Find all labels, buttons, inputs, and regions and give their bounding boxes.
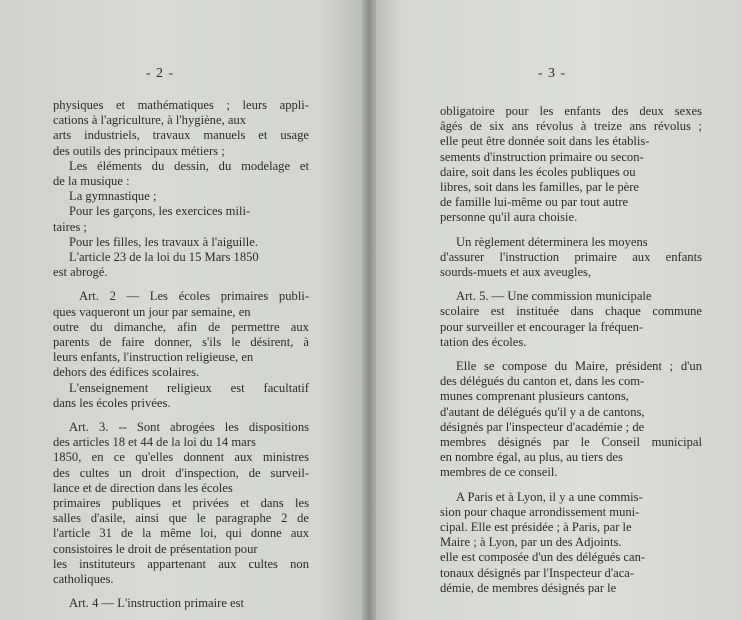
- text-line: La gymnastique ;: [69, 189, 157, 204]
- text-line: des articles 18 et 44 de la loi du 14 mars: [53, 435, 256, 450]
- text-line: parents de faire donner, s'ils le désirent, à: [53, 335, 309, 350]
- text-line: primaires publiques et privées et dans les: [53, 496, 309, 511]
- text-line: catholiques.: [53, 572, 114, 587]
- text-line: d'autant de délégués qu'il y a de cantons,: [440, 404, 645, 419]
- right-page-text: [440, 104, 702, 596]
- text-line: leurs enfants, l'instruction religieuse, en: [53, 350, 254, 365]
- text-line: sourds-muets et aux aveugles,: [440, 265, 592, 280]
- text-line: munes comprenant plusieurs cantons,: [440, 389, 629, 404]
- text-line: Pour les filles, les travaux à l'aiguille.: [69, 234, 259, 249]
- right-page: [372, 0, 742, 620]
- text-line: elle est composée d'un des délégués can-: [440, 550, 646, 565]
- paragraph-gap: [440, 226, 702, 235]
- text-line: Art. 3. -- Sont abrogées les dispositions: [69, 420, 309, 435]
- text-line: dans les écoles privées.: [53, 395, 171, 410]
- text-line: taires ;: [53, 219, 87, 234]
- text-line: Elle se compose du Maire, président ; d'un: [456, 359, 702, 374]
- text-line: des délégués du canton et, dans les com-: [440, 374, 645, 389]
- text-line: des outils des principaux métiers ;: [53, 143, 225, 158]
- text-line: A Paris et à Lyon, il y a une commis-: [456, 489, 643, 504]
- text-line: cipal. Elle est présidée ; à Paris, par le: [440, 520, 632, 535]
- text-line: dehors des édifices scolaires.: [53, 365, 200, 380]
- left-page: [0, 0, 366, 620]
- text-line: consistoires le droit de présentation pour: [53, 541, 258, 556]
- text-line: scolaire est instituée dans chaque commune: [440, 304, 702, 319]
- text-line: désignés par l'inspecteur d'académie ; de: [440, 419, 645, 434]
- text-line: 1850, en ce qu'elles donnent aux ministres: [53, 450, 309, 465]
- text-line: pour surveiller et encourager la fréquen-: [440, 319, 644, 334]
- text-line: L'article 23 de la loi du 15 Mars 1850: [69, 250, 259, 265]
- text-line: lance et de direction dans les écoles: [53, 480, 233, 495]
- paragraph-gap: [440, 350, 702, 359]
- text-line: en nombre égal, au plus, au tiers des: [440, 450, 623, 465]
- text-line: de famille lui-même ou par tout autre: [440, 195, 629, 210]
- text-line: elle peut être donnée soit dans les établis-: [440, 134, 650, 149]
- text-line: sements d'instruction primaire ou secon-: [440, 149, 644, 164]
- left-page-text: [53, 98, 309, 612]
- text-line: daire, soit dans les écoles publiques ou: [440, 164, 636, 179]
- paragraph-gap: [53, 280, 309, 289]
- text-line: Art. 4 — L'instruction primaire est: [69, 596, 245, 611]
- text-line: membres désignés par le Conseil municipal: [440, 435, 702, 450]
- text-line: physiques et mathématiques ; leurs appli-: [53, 98, 309, 112]
- text-line: tation des écoles.: [440, 334, 527, 349]
- text-line: l'article 31 de la même loi, qui donne aux: [53, 526, 309, 541]
- book-gutter: [362, 0, 376, 620]
- text-line: Un règlement déterminera les moyens: [456, 234, 648, 249]
- text-line: obligatoire pour les enfants des deux sexes: [440, 104, 702, 118]
- text-line: Pour les garçons, les exercices mili-: [69, 204, 251, 219]
- text-line: de la musique :: [53, 174, 130, 189]
- text-line: outre du dimanche, afin de permettre aux: [53, 319, 309, 334]
- text-line: Les éléments du dessin, du modelage et: [69, 158, 309, 173]
- page-number: - 3 -: [537, 66, 567, 81]
- paragraph-gap: [440, 481, 702, 490]
- text-line: d'assurer l'instruction primaire aux enfants: [440, 249, 702, 264]
- text-line: les instituteurs appartenant aux cultes non: [53, 556, 309, 571]
- text-line: cations à l'agriculture, à l'hygiène, aux: [53, 113, 247, 128]
- text-line: L'enseignement religieux est facultatif: [69, 380, 309, 395]
- text-line: âgés de six ans révolus à treize ans révolus ;: [440, 119, 702, 134]
- paragraph-gap: [440, 280, 702, 289]
- text-line: démie, de membres désignés par le: [440, 580, 617, 595]
- text-line: arts industriels, travaux manuels et usage: [53, 128, 309, 143]
- text-line: sion pour chaque arrondissement muni-: [440, 504, 640, 519]
- page-number: - 2 -: [145, 66, 175, 81]
- text-line: Art. 2 — Les écoles primaires publi-: [79, 289, 309, 304]
- text-line: Maire ; à Lyon, par un des Adjoints.: [440, 535, 622, 550]
- text-line: tonaux désignés par l'Inspecteur d'aca-: [440, 565, 635, 580]
- text-line: membres de ce conseil.: [440, 465, 558, 480]
- text-line: est abrogé.: [53, 265, 108, 280]
- text-line: Art. 5. — Une commission municipale: [456, 289, 652, 304]
- text-line: personne qu'il aura choisie.: [440, 210, 578, 225]
- text-line: libres, soit dans les familles, par le père: [440, 180, 639, 195]
- paragraph-gap: [53, 411, 309, 420]
- text-line: ques vaqueront un jour par semaine, en: [53, 304, 251, 319]
- text-line: des cultes un droit d'inspection, de surveil-: [53, 465, 309, 480]
- paragraph-gap: [53, 587, 309, 596]
- text-line: salles d'asile, ainsi que le paragraphe 2 de: [53, 511, 309, 526]
